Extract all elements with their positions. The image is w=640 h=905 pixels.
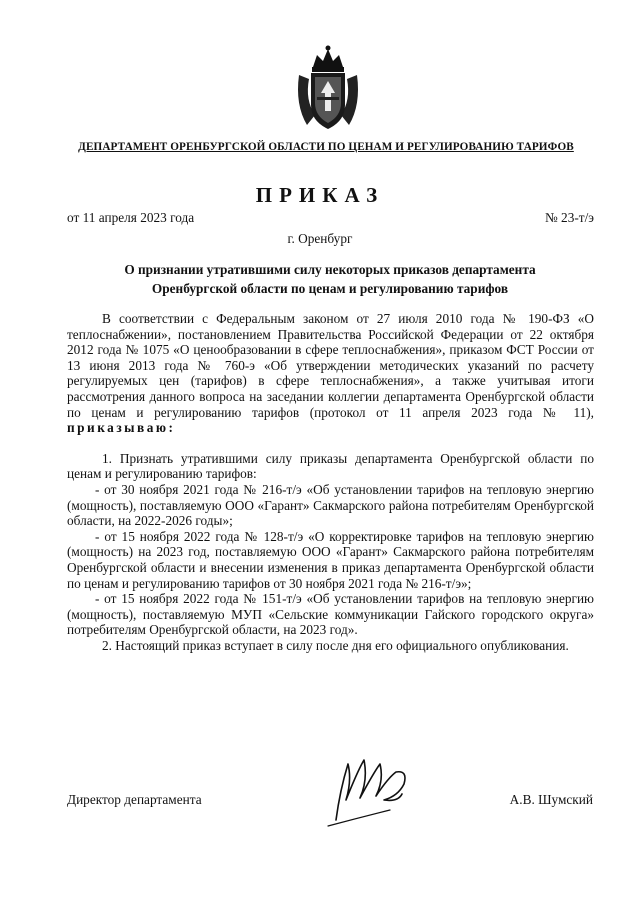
order-word: приказываю: bbox=[67, 420, 176, 436]
department-name: ДЕПАРТАМЕНТ ОРЕНБУРГСКОЙ ОБЛАСТИ ПО ЦЕНАМ И РЕГУЛИРОВАНИЮ ТАРИФОВ bbox=[78, 141, 574, 153]
document-date: от 11 апреля 2023 года bbox=[67, 210, 195, 225]
sub-item-3: - от 15 ноября 2022 года № 151-т/э «Об установлении тарифов на тепловую энергию (мощность), поставляемую МУП «Сельские коммуникации Гайского городского округа» потребителям Оренбургской области, на 2023 год». bbox=[67, 591, 594, 638]
heading-line-1: О признании утратившими силу некоторых приказов департамента bbox=[124, 262, 536, 277]
document-number: № 23-т/э bbox=[545, 210, 594, 225]
preamble-paragraph bbox=[67, 311, 594, 436]
handwritten-signature bbox=[318, 750, 428, 830]
signatory-position: Директор департамента bbox=[67, 792, 202, 807]
document-city: г. Оренбург bbox=[287, 231, 353, 246]
sub-item-2: - от 15 ноября 2022 года № 128-т/э «О корректировке тарифов на тепловую энергию (мощность) на 2023 год, поставляемую ООО «Гарант» Сакмарского района потребителям Оренбургской области и внесении изменения в приказ департамента Оренбургской области по ценам и регулированию тарифов от 30 ноября 2021 года № 216-т/э»; bbox=[67, 528, 594, 591]
signatory-name: А.В. Шумский bbox=[509, 792, 593, 807]
document-heading bbox=[90, 260, 570, 298]
preamble-text: В соответствии с Федеральным законом от 27 июля 2010 года № 190-ФЗ «О теплоснабжении», постановлением Правительства Российской Федерации от 22 октября 2012 года № 1075 «О ценообразовании в сфере теплоснабжения», приказом ФСТ России от 13 июня 2013 года № 760-э «Об утверждении методических указаний по расчету регулируемых цен (тарифов) в сфере теплоснабжения», а также учитывая итоги рассмотрения данного вопроса на заседании коллегии департамента Оренбургской области по ценам и регулированию тарифов (протокол от 11 апреля 2023 года № 11), bbox=[67, 311, 594, 420]
sub-item-1: - от 30 ноября 2021 года № 216-т/э «Об установлении тарифов на тепловую энергию (мощность), поставляемую ООО «Гарант» Сакмарского района потребителям Оренбургской области, на 2022-2026 годы»; bbox=[67, 481, 594, 529]
coat-of-arms-emblem bbox=[295, 45, 361, 133]
document-body bbox=[67, 311, 594, 653]
heading-line-2: Оренбургской области по ценам и регулированию тарифов bbox=[151, 281, 509, 296]
document-type: ПРИКАЗ bbox=[255, 183, 385, 207]
item-2-paragraph: 2. Настоящий приказ вступает в силу после дня его официального опубликования. bbox=[102, 637, 569, 653]
item-1-paragraph: 1. Признать утратившими силу приказы департамента Оренбургской области по ценам и регулированию тарифов: bbox=[67, 450, 594, 482]
